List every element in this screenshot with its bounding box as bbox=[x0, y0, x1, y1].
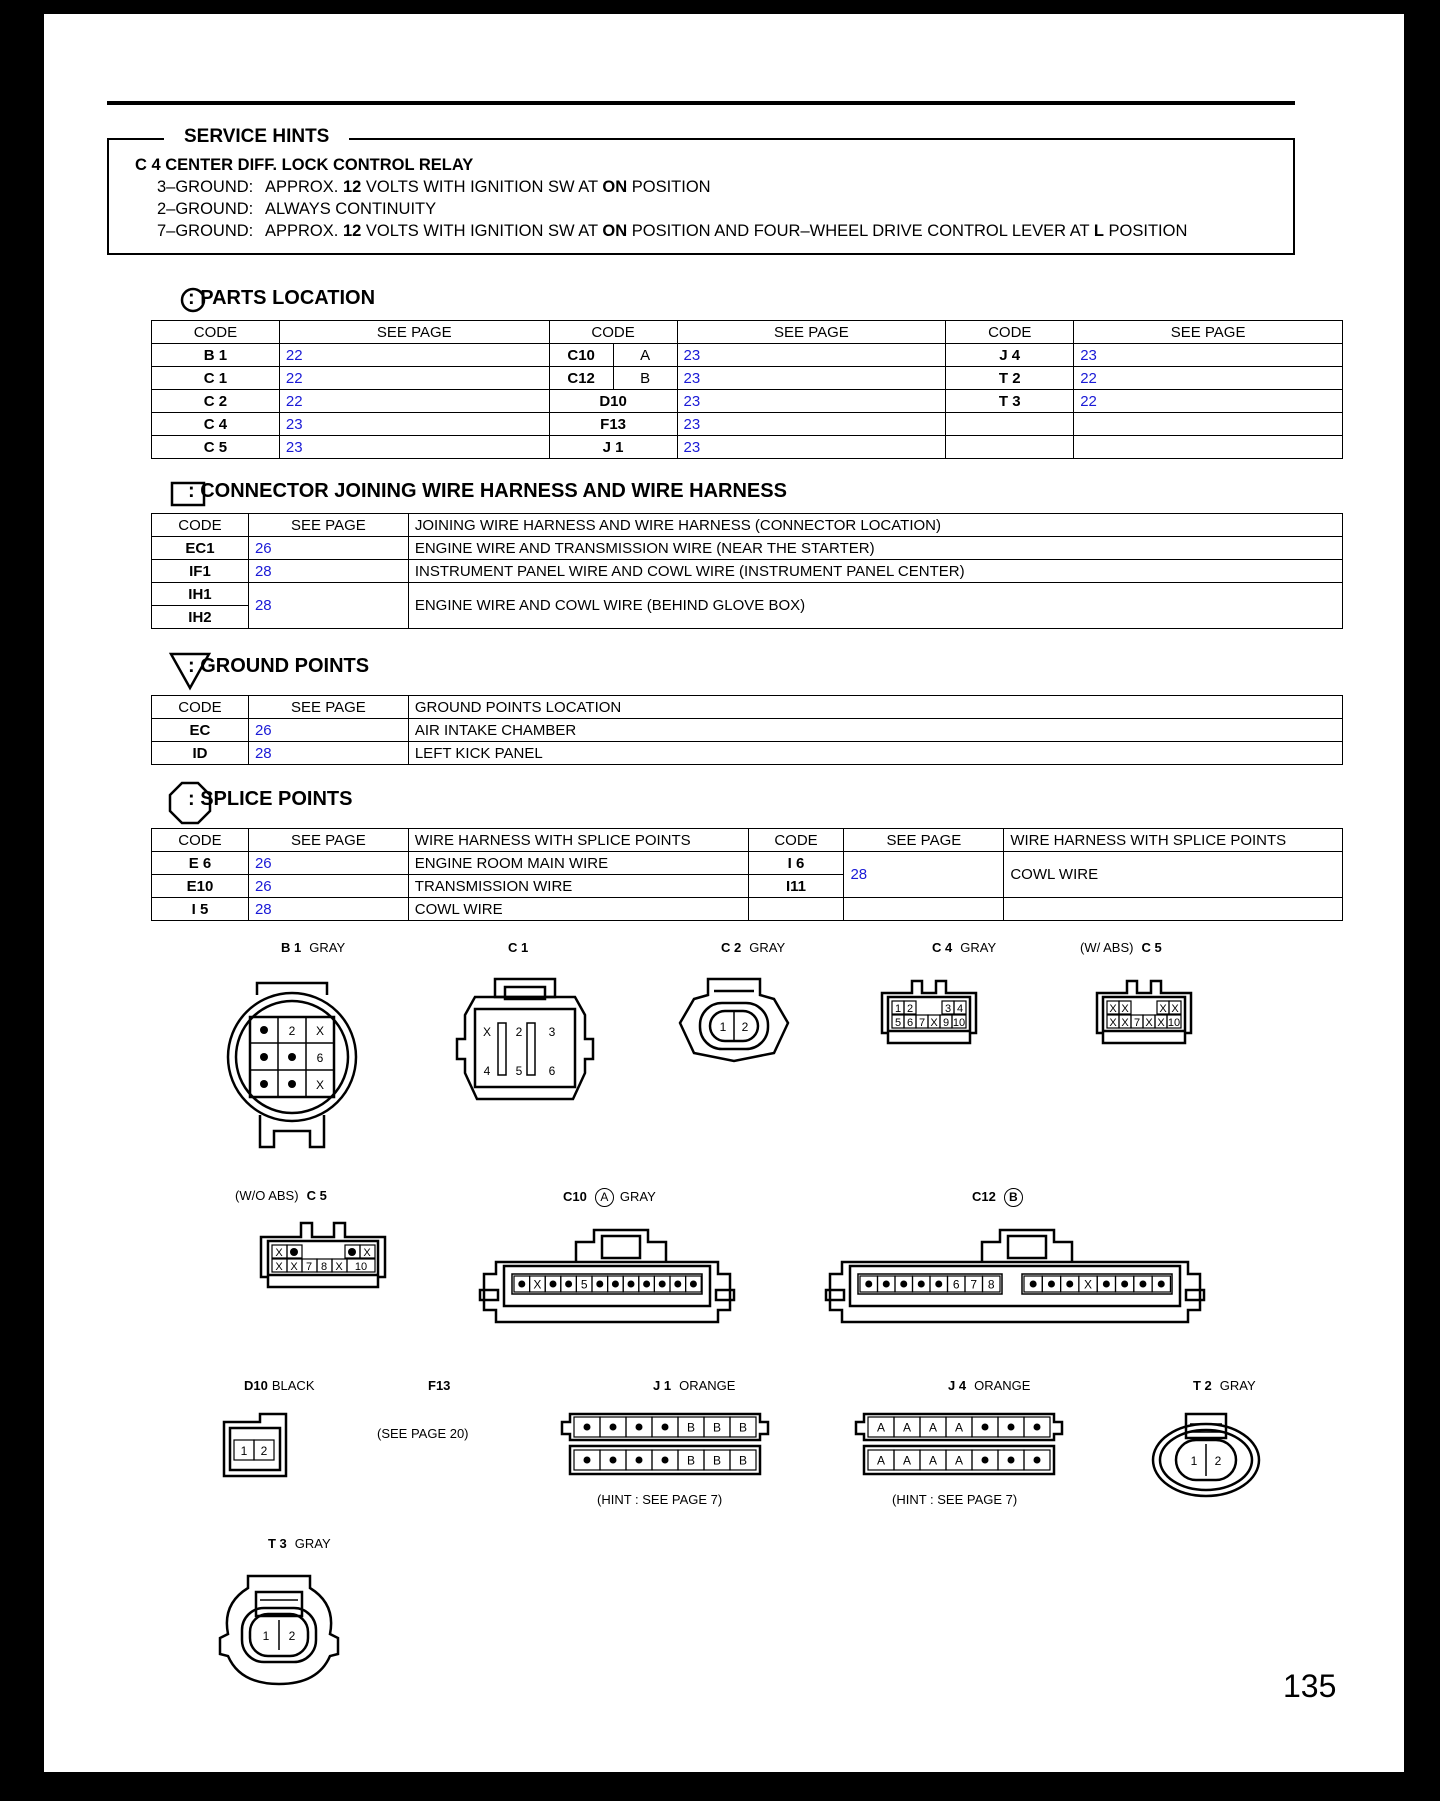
page-link[interactable]: 22 bbox=[279, 344, 549, 367]
service-hints-heading: C 4 CENTER DIFF. LOCK CONTROL RELAY bbox=[135, 156, 474, 174]
svg-text:X: X bbox=[290, 1261, 298, 1273]
col-header: CODE bbox=[748, 829, 844, 852]
svg-text:2: 2 bbox=[260, 1444, 268, 1458]
svg-text:1: 1 bbox=[262, 1629, 270, 1643]
table-row: C 5 23 J 1 23 bbox=[152, 436, 1343, 459]
table-row: I 5 28 COWL WIRE bbox=[152, 898, 1343, 921]
page-link[interactable]: 23 bbox=[1074, 344, 1343, 367]
table-row: EC1 26 ENGINE WIRE AND TRANSMISSION WIRE (NEAR THE STARTER) bbox=[152, 537, 1343, 560]
svg-text:6: 6 bbox=[906, 1017, 914, 1029]
svg-text:X: X bbox=[275, 1261, 283, 1273]
svg-text:X: X bbox=[315, 1078, 325, 1092]
connector-t2-diagram bbox=[1150, 1410, 1262, 1500]
svg-text:B: B bbox=[738, 1453, 748, 1468]
svg-text:7: 7 bbox=[970, 1277, 978, 1292]
table-row: ID 28 LEFT KICK PANEL bbox=[152, 742, 1343, 765]
svg-text:8: 8 bbox=[320, 1261, 328, 1273]
table-row: E 6 26 ENGINE ROOM MAIN WIRE I 6 28 COWL WIRE bbox=[152, 852, 1343, 875]
svg-text:X: X bbox=[930, 1017, 938, 1029]
svg-text:5: 5 bbox=[580, 1277, 588, 1292]
connector-c12-diagram bbox=[822, 1222, 1208, 1332]
svg-text:B: B bbox=[712, 1420, 722, 1435]
page-link[interactable]: 22 bbox=[279, 367, 549, 390]
col-header: WIRE HARNESS WITH SPLICE POINTS bbox=[1004, 829, 1343, 852]
svg-text:3: 3 bbox=[944, 1003, 952, 1015]
page-link[interactable]: 23 bbox=[677, 367, 946, 390]
svg-text:6: 6 bbox=[316, 1051, 324, 1065]
svg-text:3: 3 bbox=[548, 1025, 556, 1039]
header-rule bbox=[107, 101, 1295, 105]
connector-label-t2: T 2 GRAY bbox=[1193, 1378, 1256, 1393]
col-header: SEE PAGE bbox=[677, 321, 946, 344]
connector-label-b1: B 1 GRAY bbox=[281, 940, 346, 955]
connector-label-d10: D10 BLACK bbox=[244, 1378, 315, 1393]
svg-text:10: 10 bbox=[354, 1261, 368, 1273]
table-row: C 1 22 C12 B 23 T 2 22 bbox=[152, 367, 1343, 390]
page-link[interactable]: 28 bbox=[248, 742, 408, 765]
page-link[interactable]: 22 bbox=[1074, 390, 1343, 413]
connector-label-c5-noabs: (W/O ABS) C 5 bbox=[235, 1188, 327, 1203]
svg-text:B: B bbox=[686, 1420, 696, 1435]
svg-text:A: A bbox=[876, 1453, 886, 1468]
page-link[interactable]: 28 bbox=[248, 583, 408, 629]
svg-text:7: 7 bbox=[1133, 1017, 1141, 1029]
svg-text:X: X bbox=[482, 1025, 492, 1039]
circled-mark: A bbox=[595, 1188, 614, 1207]
connector-c5-noabs-diagram bbox=[256, 1215, 390, 1295]
connector-c10-diagram bbox=[476, 1222, 738, 1332]
svg-text:X: X bbox=[1159, 1003, 1167, 1015]
table-row: B 1 22 C10 A 23 J 4 23 bbox=[152, 344, 1343, 367]
col-header: CODE bbox=[152, 696, 249, 719]
svg-text:7: 7 bbox=[918, 1017, 926, 1029]
svg-text:2: 2 bbox=[515, 1025, 523, 1039]
svg-text:6: 6 bbox=[952, 1277, 960, 1292]
page-link[interactable]: 23 bbox=[677, 413, 946, 436]
table-row: IH1 28 ENGINE WIRE AND COWL WIRE (BEHIND GLOVE BOX) bbox=[152, 583, 1343, 606]
connector-label-j4: J 4 ORANGE bbox=[948, 1378, 1031, 1393]
col-header: SEE PAGE bbox=[248, 829, 408, 852]
connector-j1-diagram bbox=[560, 1410, 770, 1478]
col-header: SEE PAGE bbox=[248, 696, 408, 719]
table-row: E10 26 TRANSMISSION WIRE I11 bbox=[152, 875, 1343, 898]
connector-c4-diagram bbox=[878, 975, 980, 1051]
page-link[interactable]: 23 bbox=[677, 436, 946, 459]
svg-text:1: 1 bbox=[894, 1003, 902, 1015]
svg-text:B: B bbox=[738, 1420, 748, 1435]
connector-label-f13: F13 bbox=[428, 1378, 451, 1393]
hint-line: 2–GROUND: ALWAYS CONTINUITY bbox=[157, 200, 437, 218]
col-header: CODE bbox=[152, 514, 249, 537]
joining-title: : CONNECTOR JOINING WIRE HARNESS AND WIRE HARNESS bbox=[188, 480, 787, 502]
splice-title: : SPLICE POINTS bbox=[188, 788, 353, 810]
connector-c2-diagram bbox=[678, 975, 790, 1065]
connector-j4-diagram bbox=[854, 1410, 1064, 1478]
circled-mark: B bbox=[1004, 1188, 1023, 1207]
hint-line: 7–GROUND: APPROX. 12 VOLTS WITH IGNITION SW AT ON POSITION AND FOUR–WHEEL DRIVE CONTROL LEVER AT L POSITION bbox=[157, 222, 1188, 240]
table-row: C 4 23 F13 23 bbox=[152, 413, 1343, 436]
service-hints-body bbox=[135, 154, 1187, 242]
col-header: JOINING WIRE HARNESS AND WIRE HARNESS (CONNECTOR LOCATION) bbox=[408, 514, 1342, 537]
svg-text:X: X bbox=[1121, 1003, 1129, 1015]
svg-text:10: 10 bbox=[952, 1017, 966, 1029]
svg-text:5: 5 bbox=[515, 1064, 523, 1078]
connector-label-c10: C10 A GRAY bbox=[563, 1188, 656, 1207]
svg-text:A: A bbox=[876, 1420, 886, 1435]
svg-text:A: A bbox=[954, 1420, 964, 1435]
table-row: IF1 28 INSTRUMENT PANEL WIRE AND COWL WIRE (INSTRUMENT PANEL CENTER) bbox=[152, 560, 1343, 583]
svg-text:X: X bbox=[1145, 1017, 1153, 1029]
page-link[interactable]: 23 bbox=[279, 413, 549, 436]
page-link[interactable]: 26 bbox=[248, 537, 408, 560]
svg-text:X: X bbox=[1084, 1277, 1093, 1292]
connector-b1-diagram bbox=[222, 975, 362, 1155]
svg-text:4: 4 bbox=[956, 1003, 964, 1015]
svg-text:B: B bbox=[712, 1453, 722, 1468]
f13-note: (SEE PAGE 20) bbox=[377, 1426, 469, 1441]
svg-text:2: 2 bbox=[288, 1024, 296, 1038]
svg-text:8: 8 bbox=[987, 1277, 995, 1292]
ground-table bbox=[151, 695, 1343, 765]
col-header: SEE PAGE bbox=[1074, 321, 1343, 344]
connector-label-c5-abs: (W/ ABS) C 5 bbox=[1080, 940, 1162, 955]
svg-text:X: X bbox=[1109, 1017, 1117, 1029]
svg-text:10: 10 bbox=[1167, 1017, 1181, 1029]
svg-text:5: 5 bbox=[894, 1017, 902, 1029]
page-link[interactable]: 28 bbox=[248, 560, 408, 583]
service-hints-box bbox=[107, 126, 1295, 255]
svg-text:1: 1 bbox=[240, 1444, 248, 1458]
svg-text:X: X bbox=[363, 1247, 371, 1259]
splice-table bbox=[151, 828, 1343, 921]
page-link[interactable]: 22 bbox=[1074, 367, 1343, 390]
j1-note: (HINT : SEE PAGE 7) bbox=[597, 1492, 723, 1507]
col-header: SEE PAGE bbox=[279, 321, 549, 344]
svg-text:A: A bbox=[902, 1453, 912, 1468]
col-header: WIRE HARNESS WITH SPLICE POINTS bbox=[408, 829, 748, 852]
svg-text:A: A bbox=[928, 1420, 938, 1435]
service-hints-title: SERVICE HINTS bbox=[164, 126, 349, 148]
j4-note: (HINT : SEE PAGE 7) bbox=[892, 1492, 1018, 1507]
connector-c1-diagram bbox=[455, 975, 595, 1105]
col-header: CODE bbox=[152, 321, 280, 344]
svg-text:1: 1 bbox=[719, 1020, 727, 1034]
page-link[interactable]: 26 bbox=[248, 875, 408, 898]
parts-location-title: : PARTS LOCATION bbox=[188, 287, 376, 309]
svg-text:A: A bbox=[928, 1453, 938, 1468]
svg-text:X: X bbox=[1171, 1003, 1179, 1015]
connector-c5-abs-diagram bbox=[1093, 975, 1195, 1051]
col-header: CODE bbox=[549, 321, 677, 344]
page-link[interactable]: 23 bbox=[279, 436, 549, 459]
svg-text:X: X bbox=[1157, 1017, 1165, 1029]
connector-label-c4: C 4 GRAY bbox=[932, 940, 997, 955]
svg-text:A: A bbox=[954, 1453, 964, 1468]
page-link[interactable]: 26 bbox=[248, 719, 408, 742]
svg-text:7: 7 bbox=[305, 1261, 313, 1273]
page-number: 135 bbox=[1283, 1668, 1337, 1704]
svg-text:9: 9 bbox=[942, 1017, 950, 1029]
svg-text:1: 1 bbox=[1190, 1454, 1198, 1468]
svg-text:6: 6 bbox=[548, 1064, 556, 1078]
hint-line: 3–GROUND: APPROX. 12 VOLTS WITH IGNITION SW AT ON POSITION bbox=[157, 178, 711, 196]
page-link[interactable]: 23 bbox=[677, 390, 946, 413]
svg-text:4: 4 bbox=[483, 1064, 491, 1078]
connector-d10-diagram bbox=[220, 1410, 290, 1482]
table-row: EC 26 AIR INTAKE CHAMBER bbox=[152, 719, 1343, 742]
page-link[interactable]: 28 bbox=[248, 898, 408, 921]
col-header: CODE bbox=[946, 321, 1074, 344]
connector-label-c2: C 2 GRAY bbox=[721, 940, 786, 955]
svg-text:X: X bbox=[533, 1277, 542, 1292]
connector-t3-diagram bbox=[218, 1568, 340, 1690]
page-link[interactable]: 26 bbox=[248, 852, 408, 875]
parts-location-table bbox=[151, 320, 1343, 459]
connector-label-j1: J 1 ORANGE bbox=[653, 1378, 736, 1393]
svg-text:A: A bbox=[902, 1420, 912, 1435]
svg-text:2: 2 bbox=[741, 1020, 749, 1034]
svg-text:X: X bbox=[1121, 1017, 1129, 1029]
col-header: GROUND POINTS LOCATION bbox=[408, 696, 1342, 719]
svg-text:X: X bbox=[1109, 1003, 1117, 1015]
connector-label-t3: T 3 GRAY bbox=[268, 1536, 331, 1551]
table-row: IH2 bbox=[152, 606, 1343, 629]
col-header: SEE PAGE bbox=[248, 514, 408, 537]
connector-label-c12: C12 B bbox=[972, 1188, 1023, 1207]
svg-text:2: 2 bbox=[1214, 1454, 1222, 1468]
svg-text:X: X bbox=[335, 1261, 343, 1273]
svg-text:B: B bbox=[686, 1453, 696, 1468]
col-header: SEE PAGE bbox=[844, 829, 1004, 852]
joining-table bbox=[151, 513, 1343, 629]
page-link[interactable]: 22 bbox=[279, 390, 549, 413]
ground-title: : GROUND POINTS bbox=[188, 655, 370, 677]
svg-text:X: X bbox=[315, 1024, 325, 1038]
svg-text:2: 2 bbox=[288, 1629, 296, 1643]
page-link[interactable]: 28 bbox=[844, 852, 1004, 898]
svg-text:X: X bbox=[275, 1247, 283, 1259]
svg-text:2: 2 bbox=[906, 1003, 914, 1015]
table-row: C 2 22 D10 23 T 3 22 bbox=[152, 390, 1343, 413]
connector-label-c1: C 1 bbox=[508, 940, 529, 955]
page-link[interactable]: 23 bbox=[677, 344, 946, 367]
col-header: CODE bbox=[152, 829, 249, 852]
